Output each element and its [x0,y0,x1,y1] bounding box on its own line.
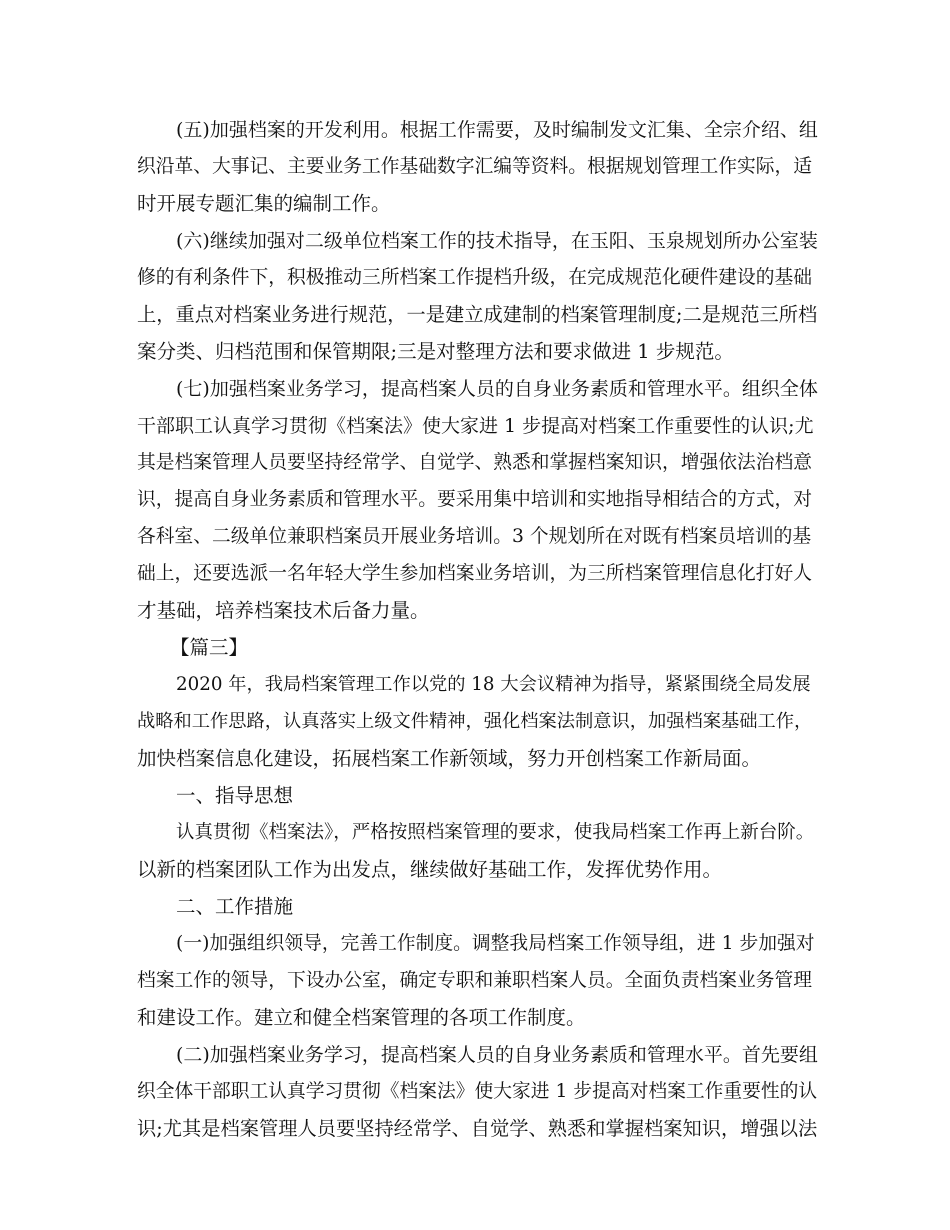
text-line: 以新的档案团队工作为出发点，继续做好基础工作，发挥优势作用。 [137,858,723,881]
text-line: 识;尤其是档案管理人员要坚持经常学、自觉学、熟悉和掌握档案知识，增强以法 [137,1117,818,1140]
text-line: 才基础，培养档案技术后备力量。 [137,599,430,622]
text-line: (五)加强档案的开发利用。根据工作需要，及时编制发文汇集、全宗介绍、组 [176,119,818,141]
text-line: (一)加强组织领导，完善工作制度。调整我局档案工作领导组，进 1 步加强对 [176,933,815,954]
text-line: 案分类、归档范围和保管期限;三是对整理方法和要求做进 1 步规范。 [137,340,734,363]
text-line: 认真贯彻《档案法》，严格按照档案管理的要求，使我局档案工作再上新台阶。 [176,822,815,843]
text-line: 和建设工作。建立和健全档案管理的各项工作制度。 [137,1006,586,1029]
subsection-heading: 二、工作措施 [176,895,294,918]
text-line: 档案工作的领导，下设办公室，确定专职和兼职档案人员。全面负责档案业务管理 [137,970,812,991]
text-line: 加快档案信息化建设，拓展档案工作新领域，努力开创档案工作新局面。 [137,747,762,770]
text-line: 识，提高自身业务素质和管理水平。要采用集中培训和实地指导相结合的方式，对 [137,489,812,510]
section-heading: 【篇三】 [170,636,249,659]
text-line: 战略和工作思路，认真落实上级文件精神，强化档案法制意识，加强档案基础工作， [137,711,813,732]
text-line: (六)继续加强对二级单位档案工作的技术指导，在玉阳、玉泉规划所办公室装 [176,230,818,252]
text-line: 上，重点对档案业务进行规范，一是建立成建制的档案管理制度;二是规范三所档 [137,303,818,326]
text-line: 修的有利条件下，积极推动三所档案工作提档升级，在完成规范化硬件建设的基础 [137,267,812,288]
subsection-heading: 一、指导思想 [176,784,294,807]
text-line: 时开展专题汇集的编制工作。 [137,192,391,215]
text-line: 2020 年，我局档案管理工作以党的 18 大会议精神为指导，紧紧围绕全局发展 [176,674,811,695]
text-line: 础上，还要选派一名年轻大学生参加档案业务培训，为三所档案管理信息化打好人 [137,563,812,584]
text-line: 干部职工认真学习贯彻《档案法》使大家进 1 步提高对档案工作重要性的认识;尤 [137,415,814,437]
text-line: 织沿革、大事记、主要业务工作基础数字汇编等资料。根据规划管理工作实际，适 [137,156,812,177]
text-line: (二)加强档案业务学习，提高档案人员的自身业务素质和管理水平。首先要组 [176,1044,818,1066]
text-line: 其是档案管理人员要坚持经常学、自觉学、熟悉和掌握档案知识，增强依法治档意 [137,452,812,473]
text-line: 织全体干部职工认真学习贯彻《档案法》使大家进 1 步提高对档案工作重要性的认 [137,1081,818,1102]
text-line: (七)加强档案业务学习，提高档案人员的自身业务素质和管理水平。组织全体 [176,378,818,400]
text-line: 各科室、二级单位兼职档案员开展业务培训。3 个规划所在对既有档案员培训的基 [137,526,812,547]
